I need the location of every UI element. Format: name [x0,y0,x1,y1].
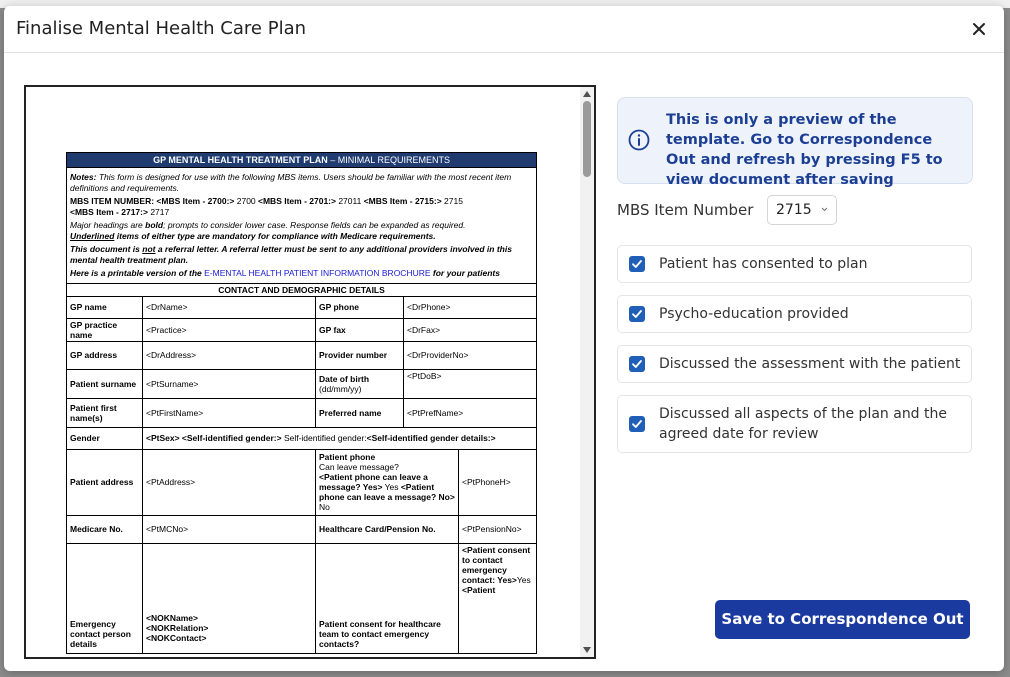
care-plan-modal [4,6,1004,671]
scroll-up-arrow-icon[interactable] [583,91,591,97]
assessment-checkbox[interactable] [629,356,645,372]
plan-review-checkbox[interactable] [629,416,645,432]
save-to-correspondence-button[interactable]: Save to Correspondence Out [715,600,970,639]
checkmark-icon [631,258,643,270]
checkmark-icon [631,418,643,430]
close-icon [968,18,990,40]
assessment-label: Discussed the assessment with the patient [659,356,961,372]
checkmark-icon [631,308,643,320]
document-scrollbar[interactable] [580,87,594,657]
mbs-item-label: MBS Item Number [617,201,754,219]
modal-title: Finalise Mental Health Care Plan [16,18,307,39]
psychoeducation-checkbox-row[interactable] [617,295,972,333]
consented-label: Patient has consented to plan [659,256,868,272]
consented-checkbox[interactable] [629,256,645,272]
scroll-thumb[interactable] [583,101,591,177]
info-icon [628,129,650,151]
chevron-down-icon [821,206,828,213]
assessment-checkbox-row[interactable] [617,345,972,383]
mbs-item-value: 2715 [776,202,812,218]
plan-review-label: Discussed all aspects of the plan and the agreed date for review [659,406,947,442]
doc-header: GP MENTAL HEALTH TREATMENT PLAN – MINIMAL REQUIREMENTS [67,153,537,168]
plan-review-checkbox-row[interactable] [617,395,972,453]
scroll-down-arrow-icon[interactable] [583,647,591,653]
mbs-item-select[interactable] [767,195,837,225]
info-text: This is only a preview of the template. Go to Correspondence Out and refresh by pressing F5 to view document after saving [666,112,943,188]
section-contact: CONTACT AND DEMOGRAPHIC DETAILS [67,283,537,296]
psychoeducation-checkbox[interactable] [629,306,645,322]
psychoeducation-label: Psycho-education provided [659,306,849,322]
preview-info-banner [617,97,973,188]
checkmark-icon [631,358,643,370]
brochure-link[interactable]: E-MENTAL HEALTH PATIENT INFORMATION BROCHURE [204,268,431,278]
close-button[interactable] [968,18,990,40]
consented-checkbox-row[interactable] [617,245,972,283]
template-document: GP MENTAL HEALTH TREATMENT PLAN – MINIMAL REQUIREMENTS Notes: This form is designed for use with the following MBS items. Users should be familiar with the most recent item definitions and requirements. MBS ITEM NUMBER: <MBS Item - 2700:> 2700 <MBS Item - 2701:> 27011 <MBS Item - 2715:> 2715 <MBS Item - 2717:> 2717 Major headings are bold; prompts to consider lower case. Response fields can be expanded as required. Underlined items of either type are mandatory for compliance with Medicare requirements. This document is not a referral letter. A referral letter must be sent to any additional providers involved in this mental health treatment plan. Here is a printable version of the E-MENTAL HEALTH PATIENT INFORMATION BROCHURE for your patients CONTACT AND DEMOGRAPHIC DETAILS GP name <DrName> GP phone <DrPhone> GP practice name <Practice> GP fax <DrFax> GP address <DrAddress> Provider number <DrProviderNo> Patient surname <PtSurname> Date of birth (dd/mm/yy) <PtDoB> Patient first name(s) <PtFirstName> Preferred name <PtPrefName> Gender <PtSex> <Self-identified gender:> Self-identified gender:<Self-identified gender details:> Patient address <PtAddress> Patient phone Can leave message? <Patient phone can leave a message? Yes> Yes <Patient phone can leave a message? No> No <PtPhoneH> Medicare No. <PtMCNo> Healthcare Card/Pension No. <PtPensionNo> Emergency contact person details <NOKName> <NOKRelation> <NOKContact> Patient consent for healthcare team to contact emergency contacts? <Patient consent to contact emergency contact: Yes>Yes <Patient [66,152,536,654]
document-preview[interactable] [24,85,596,659]
doc-notes: Notes: This form is designed for use with the following MBS items. Users should be familiar with the most recent item definitions and requirements. MBS ITEM NUMBER: <MBS Item - 2700:> 2700 <MBS Item - 2701:> 27011 <MBS Item - 2715:> 2715 <MBS Item - 2717:> 2717 Major headings are bold; prompts to consider lower case. Response fields can be expanded as required. Underlined items of either type are mandatory for compliance with Medicare requirements. This document is not a referral letter. A referral letter must be sent to any additional providers involved in this mental health treatment plan. Here is a printable version of the E-MENTAL HEALTH PATIENT INFORMATION BROCHURE for your patients [67,168,537,284]
modal-header [4,6,1004,53]
